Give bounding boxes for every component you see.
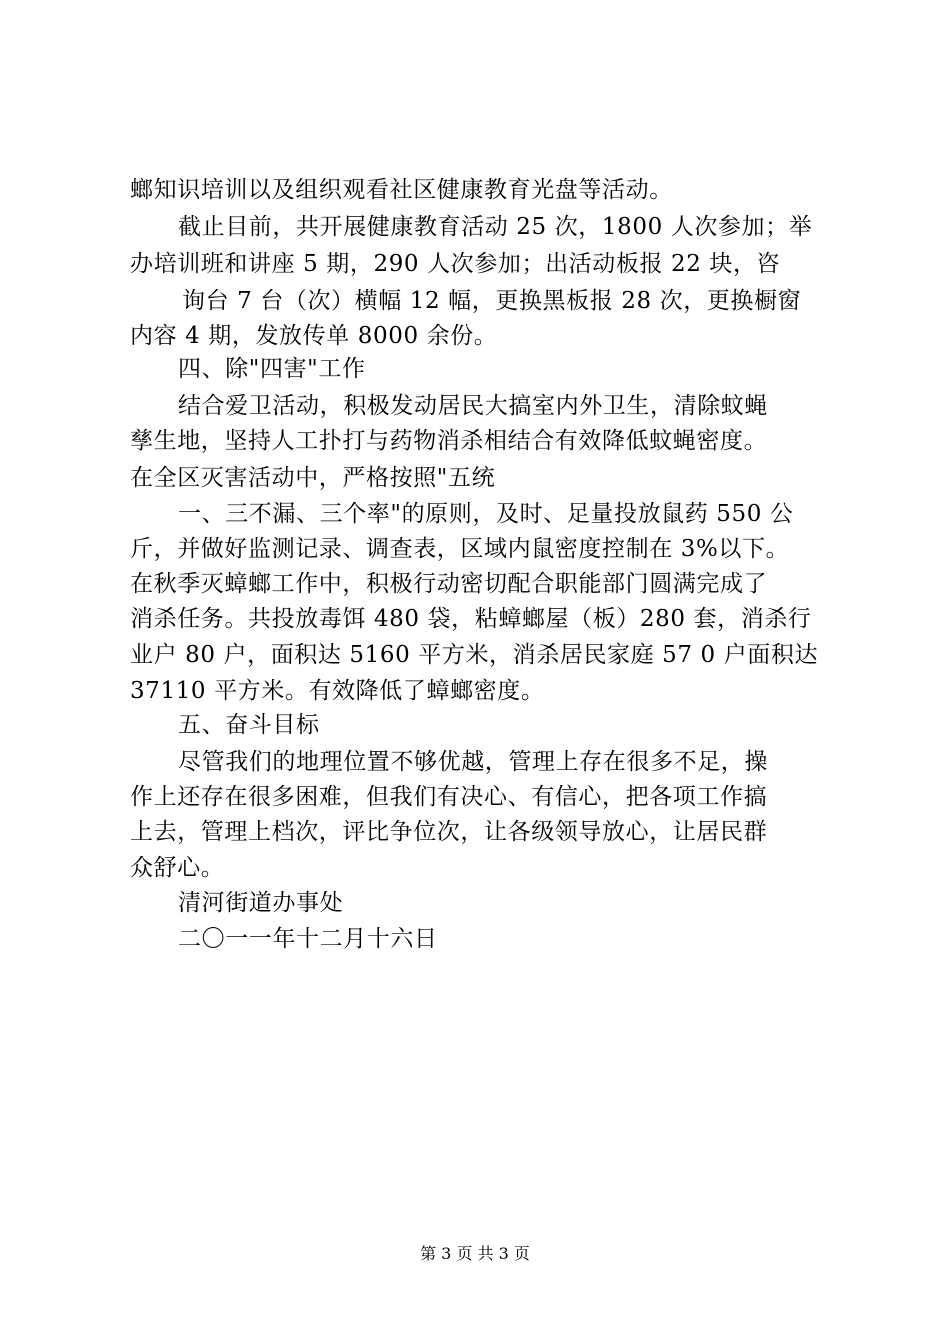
paragraph-line: 截止目前，共开展健康教育活动 25 次，1800 人次参加；举 [178,214,813,240]
paragraph-line: 尽管我们的地理位置不够优越，管理上存在很多不足，操 [178,749,768,775]
page-footer: 第 3 页 共 3 页 [420,1244,530,1263]
paragraph-line: 作上还存在很多困难，但我们有决心、有信心，把各项工作搞 [130,784,768,810]
paragraph-line: 结合爱卫活动，积极发动居民大搞室内外卫生，清除蚊蝇 [178,393,768,419]
signature-organization: 清河街道办事处 [178,890,344,916]
paragraph-line: 众舒心。 [130,855,225,881]
paragraph-line: 业户 80 户，面积达 5160 平方米，消杀居民家庭 57 0 户面积达 [130,642,819,668]
paragraph-line: 上去，管理上档次，评比争位次，让各级领导放心，让居民群 [130,819,768,845]
paragraph-line: 螂知识培训以及组织观看社区健康教育光盘等活动。 [130,177,673,203]
section-heading: 四、除"四害"工作 [178,356,366,382]
paragraph-line: 斤，并做好监测记录、调查表，区域内鼠密度控制在 3%以下。 [130,536,790,562]
paragraph-line: 办培训班和讲座 5 期，290 人次参加；出活动板报 22 块，咨 [130,251,781,277]
section-heading: 五、奋斗目标 [178,712,320,738]
paragraph-line: 消杀任务。共投放毒饵 480 袋，粘蟑螂屋（板）280 套，消杀行 [130,606,812,632]
paragraph-line: 孳生地，坚持人工扑打与药物消杀相结合有效降低蚊蝇密度。 [130,428,768,454]
paragraph-line: 37110 平方米。有效降低了蟑螂密度。 [130,678,545,704]
paragraph-line: 询台 7 台（次）横幅 12 幅，更换黑板报 28 次，更换橱窗 [182,288,802,314]
paragraph-line: 内容 4 期，发放传单 8000 余份。 [130,323,498,349]
paragraph-line: 在全区灭害活动中，严格按照"五统 [130,465,496,491]
paragraph-line: 一、三不漏、三个率"的原则，及时、足量投放鼠药 550 公 [178,501,794,527]
paragraph-line: 在秋季灭蟑螂工作中，积极行动密切配合职能部门圆满完成了 [130,571,768,597]
signature-date: 二〇一一年十二月十六日 [178,926,438,952]
